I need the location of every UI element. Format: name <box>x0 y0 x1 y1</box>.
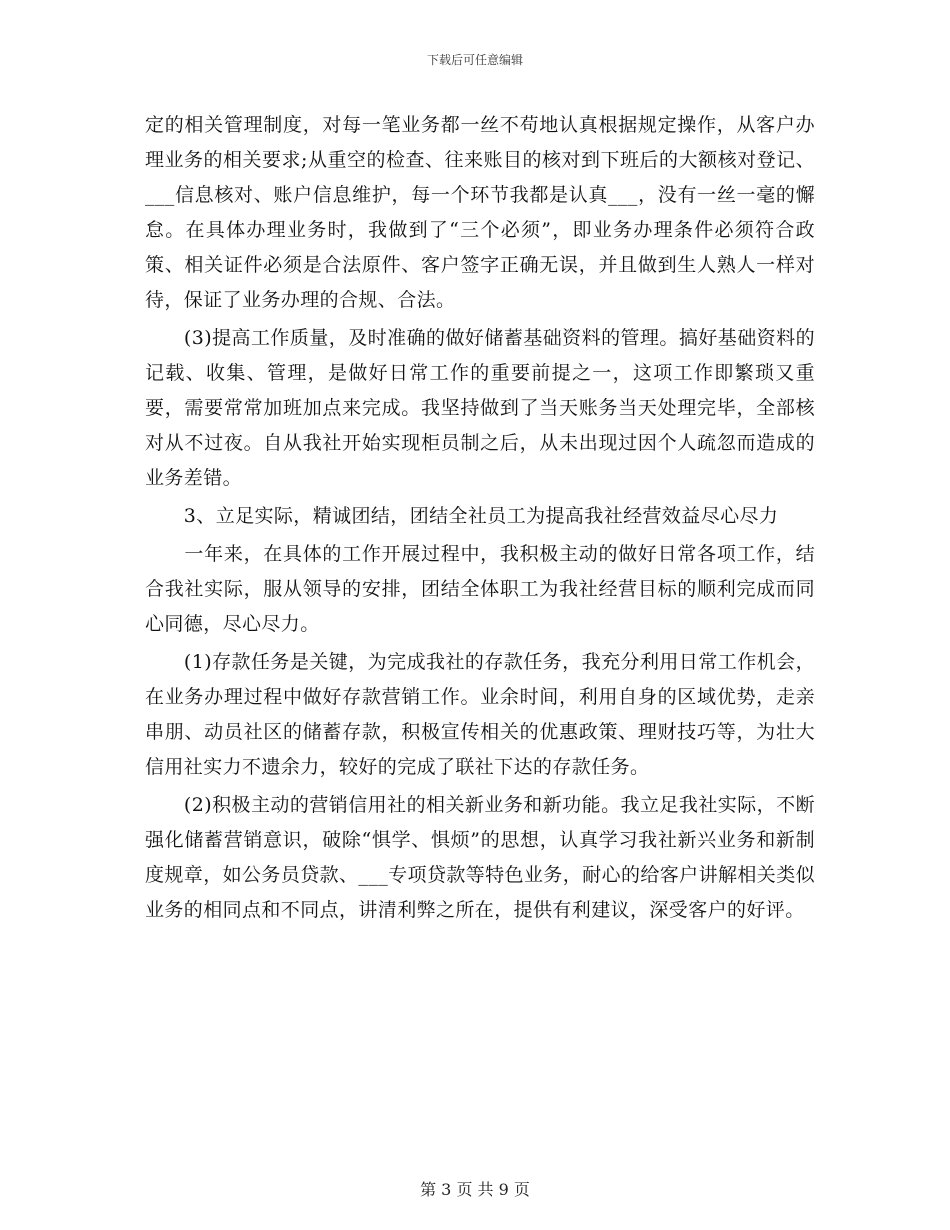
paragraph-year-summary: 一年来，在具体的工作开展过程中，我积极主动的做好日常各项工作，结合我社实际，服从领导的安排，团结全体职工为我社经营目标的顺利完成而同心同德，尽心尽力。 <box>145 543 815 635</box>
paragraph-item-1-deposit: (1)存款任务是关键，为完成我社的存款任务，我充分利用日常工作机会，在业务办理过程中做好存款营销工作。业余时间，利用自身的区域优势，走亲串朋、动员社区的储蓄存款，积极宣传相关的优惠政策、理财技巧等，为壮大信用社实力不遗余力，较好的完成了联社下达的存款任务。 <box>145 651 815 778</box>
page-number-footer: 第 3 页 共 9 页 <box>420 1180 530 1199</box>
paragraph-continuation: 定的相关管理制度，对每一笔业务都一丝不苟地认真根据规定操作，从客户办理业务的相关要求;从重空的检查、往来账目的核对到下班后的大额核对登记、___信息核对、账户信息维护，每一个环节我都是认真___，没有一丝一毫的懈怠。在具体办理业务时，我做到了“三个必须”，即业务办理条件必须符合政策、相关证件必须是合法原件、客户签字正确无误，并且做到生人熟人一样对待，保证了业务办理的合规、合法。 <box>145 114 815 311</box>
paragraph-item-3-quality: (3)提高工作质量，及时准确的做好储蓄基础资料的管理。搞好基础资料的记载、收集、管理，是做好日常工作的重要前提之一，这项工作即繁琐又重要，需要常常加班加点来完成。我坚持做到了当天账务当天处理完毕，全部核对从不过夜。自从我社开始实现柜员制之后，从未出现过因个人疏忽而造成的业务差错。 <box>145 327 815 489</box>
section-heading-3: 3、立足实际，精诚团结，团结全社员工为提高我社经营效益尽心尽力 <box>145 505 779 527</box>
document-body <box>145 108 815 928</box>
paragraph-item-2-marketing: (2)积极主动的营销信用社的相关新业务和新功能。我立足我社实际，不断强化储蓄营销意识，破除“惧学、惧烦”的思想，认真学习我社新兴业务和新制度规章，如公务员贷款、___专项贷款等特色业务，耐心的给客户讲解相关类似业务的相同点和不同点，讲清利弊之所在，提供有利建议，深受客户的好评。 <box>145 794 815 921</box>
page-header-note: 下载后可任意编辑 <box>426 53 523 67</box>
